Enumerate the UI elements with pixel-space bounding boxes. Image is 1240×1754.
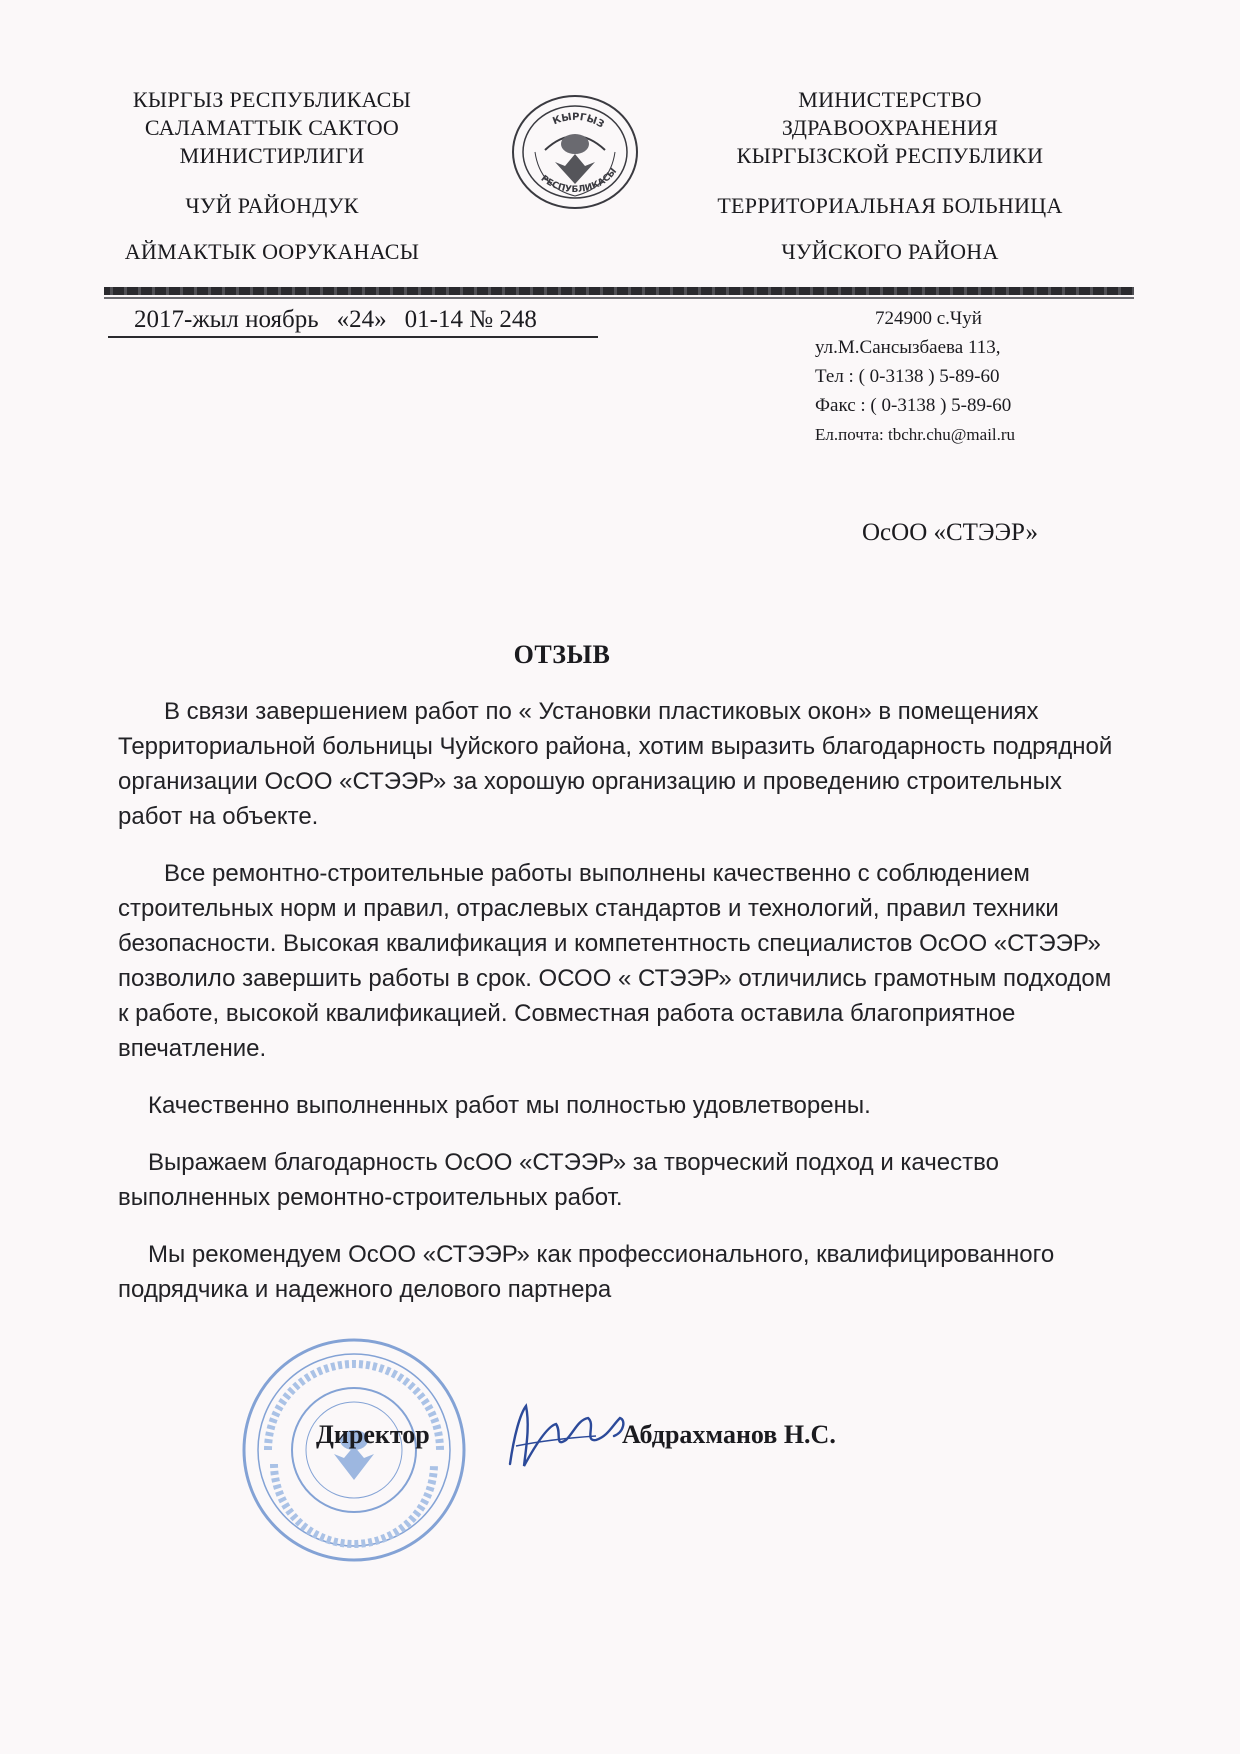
registration-line xyxy=(108,304,598,338)
svg-text:КЫРГЫЗ xyxy=(551,112,606,131)
emblem-text-bottom: РЕСПУБЛИКАСЫ xyxy=(538,166,620,196)
header-divider-thin xyxy=(104,297,1134,299)
header-kyrgyz-line2: САЛАМАТТЫК САКТОО xyxy=(144,115,400,140)
header-kyrgyz-line4: ЧУЙ РАЙОНДУК xyxy=(185,193,359,218)
address-fax: Факс : ( 0-3138 ) 5-89-60 xyxy=(815,395,1012,416)
signer-position: Директор xyxy=(316,1420,430,1449)
header-kyrgyz-line3: МИНИСТИРЛИГИ xyxy=(179,143,365,168)
registration-date: 2017-жыл ноябрь xyxy=(134,306,319,333)
paragraph-3: Качественно выполненных работ мы полностью удовлетворены. xyxy=(148,1092,871,1119)
address-email: Ел.почта: tbchr.chu@mail.ru xyxy=(815,425,1016,444)
header-russian-line5: ЧУЙСКОГО РАЙОНА xyxy=(781,239,999,264)
header-russian-line2: ЗДРАВООХРАНЕНИЯ xyxy=(781,115,999,140)
header-russian xyxy=(700,86,1080,266)
header-russian-line3: КЫРГЫЗСКОЙ РЕСПУБЛИКИ xyxy=(736,143,1044,168)
signature-block xyxy=(316,1408,936,1478)
paragraph-1: В связи завершением работ по « Установки пластиковых окон» в помещениях Территориальной больницы Чуйского района, хотим выразить благодарность подрядной организации ОсОО «СТЭЭР» за хорошую организацию и проведению строительных работ на объекте. xyxy=(118,698,1113,830)
address-street: ул.М.Сансызбаева 113, xyxy=(815,337,1001,358)
paragraph-2: Все ремонтно-строительные работы выполнены качественно с соблюдением строительных норм и правил, отраслевых стандартов и технологий, правил техники безопасности. Высокая квалификация и компетентность специалистов ОсОО «СТЭЭР» позволило завершить работы в срок. ОСОО « СТЭЭР» отличились грамотным подходом к работе, высокой квалификацией. Совместная работа оставила благоприятное впечатление. xyxy=(118,860,1112,1062)
address-postal: 724900 с.Чуй xyxy=(875,308,982,329)
recipient: ОсОО «СТЭЭР» xyxy=(862,519,1038,546)
header-kyrgyz-line5: АЙМАКТЫК ООРУКАНАСЫ xyxy=(124,239,420,264)
emblem-text-top: КЫРГЫЗ xyxy=(551,111,606,131)
document-title: ОТЗЫВ xyxy=(513,640,611,669)
header-russian-line1: МИНИСТЕРСТВО xyxy=(798,87,982,112)
paragraph-5: Мы рекомендуем ОсОО «СТЭЭР» как профессионального, квалифицированного подрядчика и надежного делового партнера xyxy=(118,1241,1055,1303)
header-russian-line4: ТЕРРИТОРИАЛЬНАЯ БОЛЬНИЦА xyxy=(717,193,1063,218)
state-emblem-icon xyxy=(505,92,645,212)
header-divider xyxy=(104,287,1134,295)
header-kyrgyz xyxy=(92,86,452,266)
letter-body xyxy=(118,694,1128,1329)
registration-day: «24» xyxy=(336,306,387,333)
address-phone: Тел : ( 0-3138 ) 5-89-60 xyxy=(815,366,1000,387)
paragraph-4: Выражаем благодарность ОсОО «СТЭЭР» за творческий подход и качество выполненных ремонтно-строительных работ. xyxy=(118,1149,999,1211)
registration-number: 01-14 № 248 xyxy=(404,306,537,333)
handwritten-signature-icon xyxy=(496,1396,636,1476)
signer-name: Абдрахманов Н.С. xyxy=(622,1420,836,1449)
header-kyrgyz-line1: КЫРГЫЗ РЕСПУБЛИКАСЫ xyxy=(132,87,412,112)
address-block xyxy=(815,304,1145,449)
